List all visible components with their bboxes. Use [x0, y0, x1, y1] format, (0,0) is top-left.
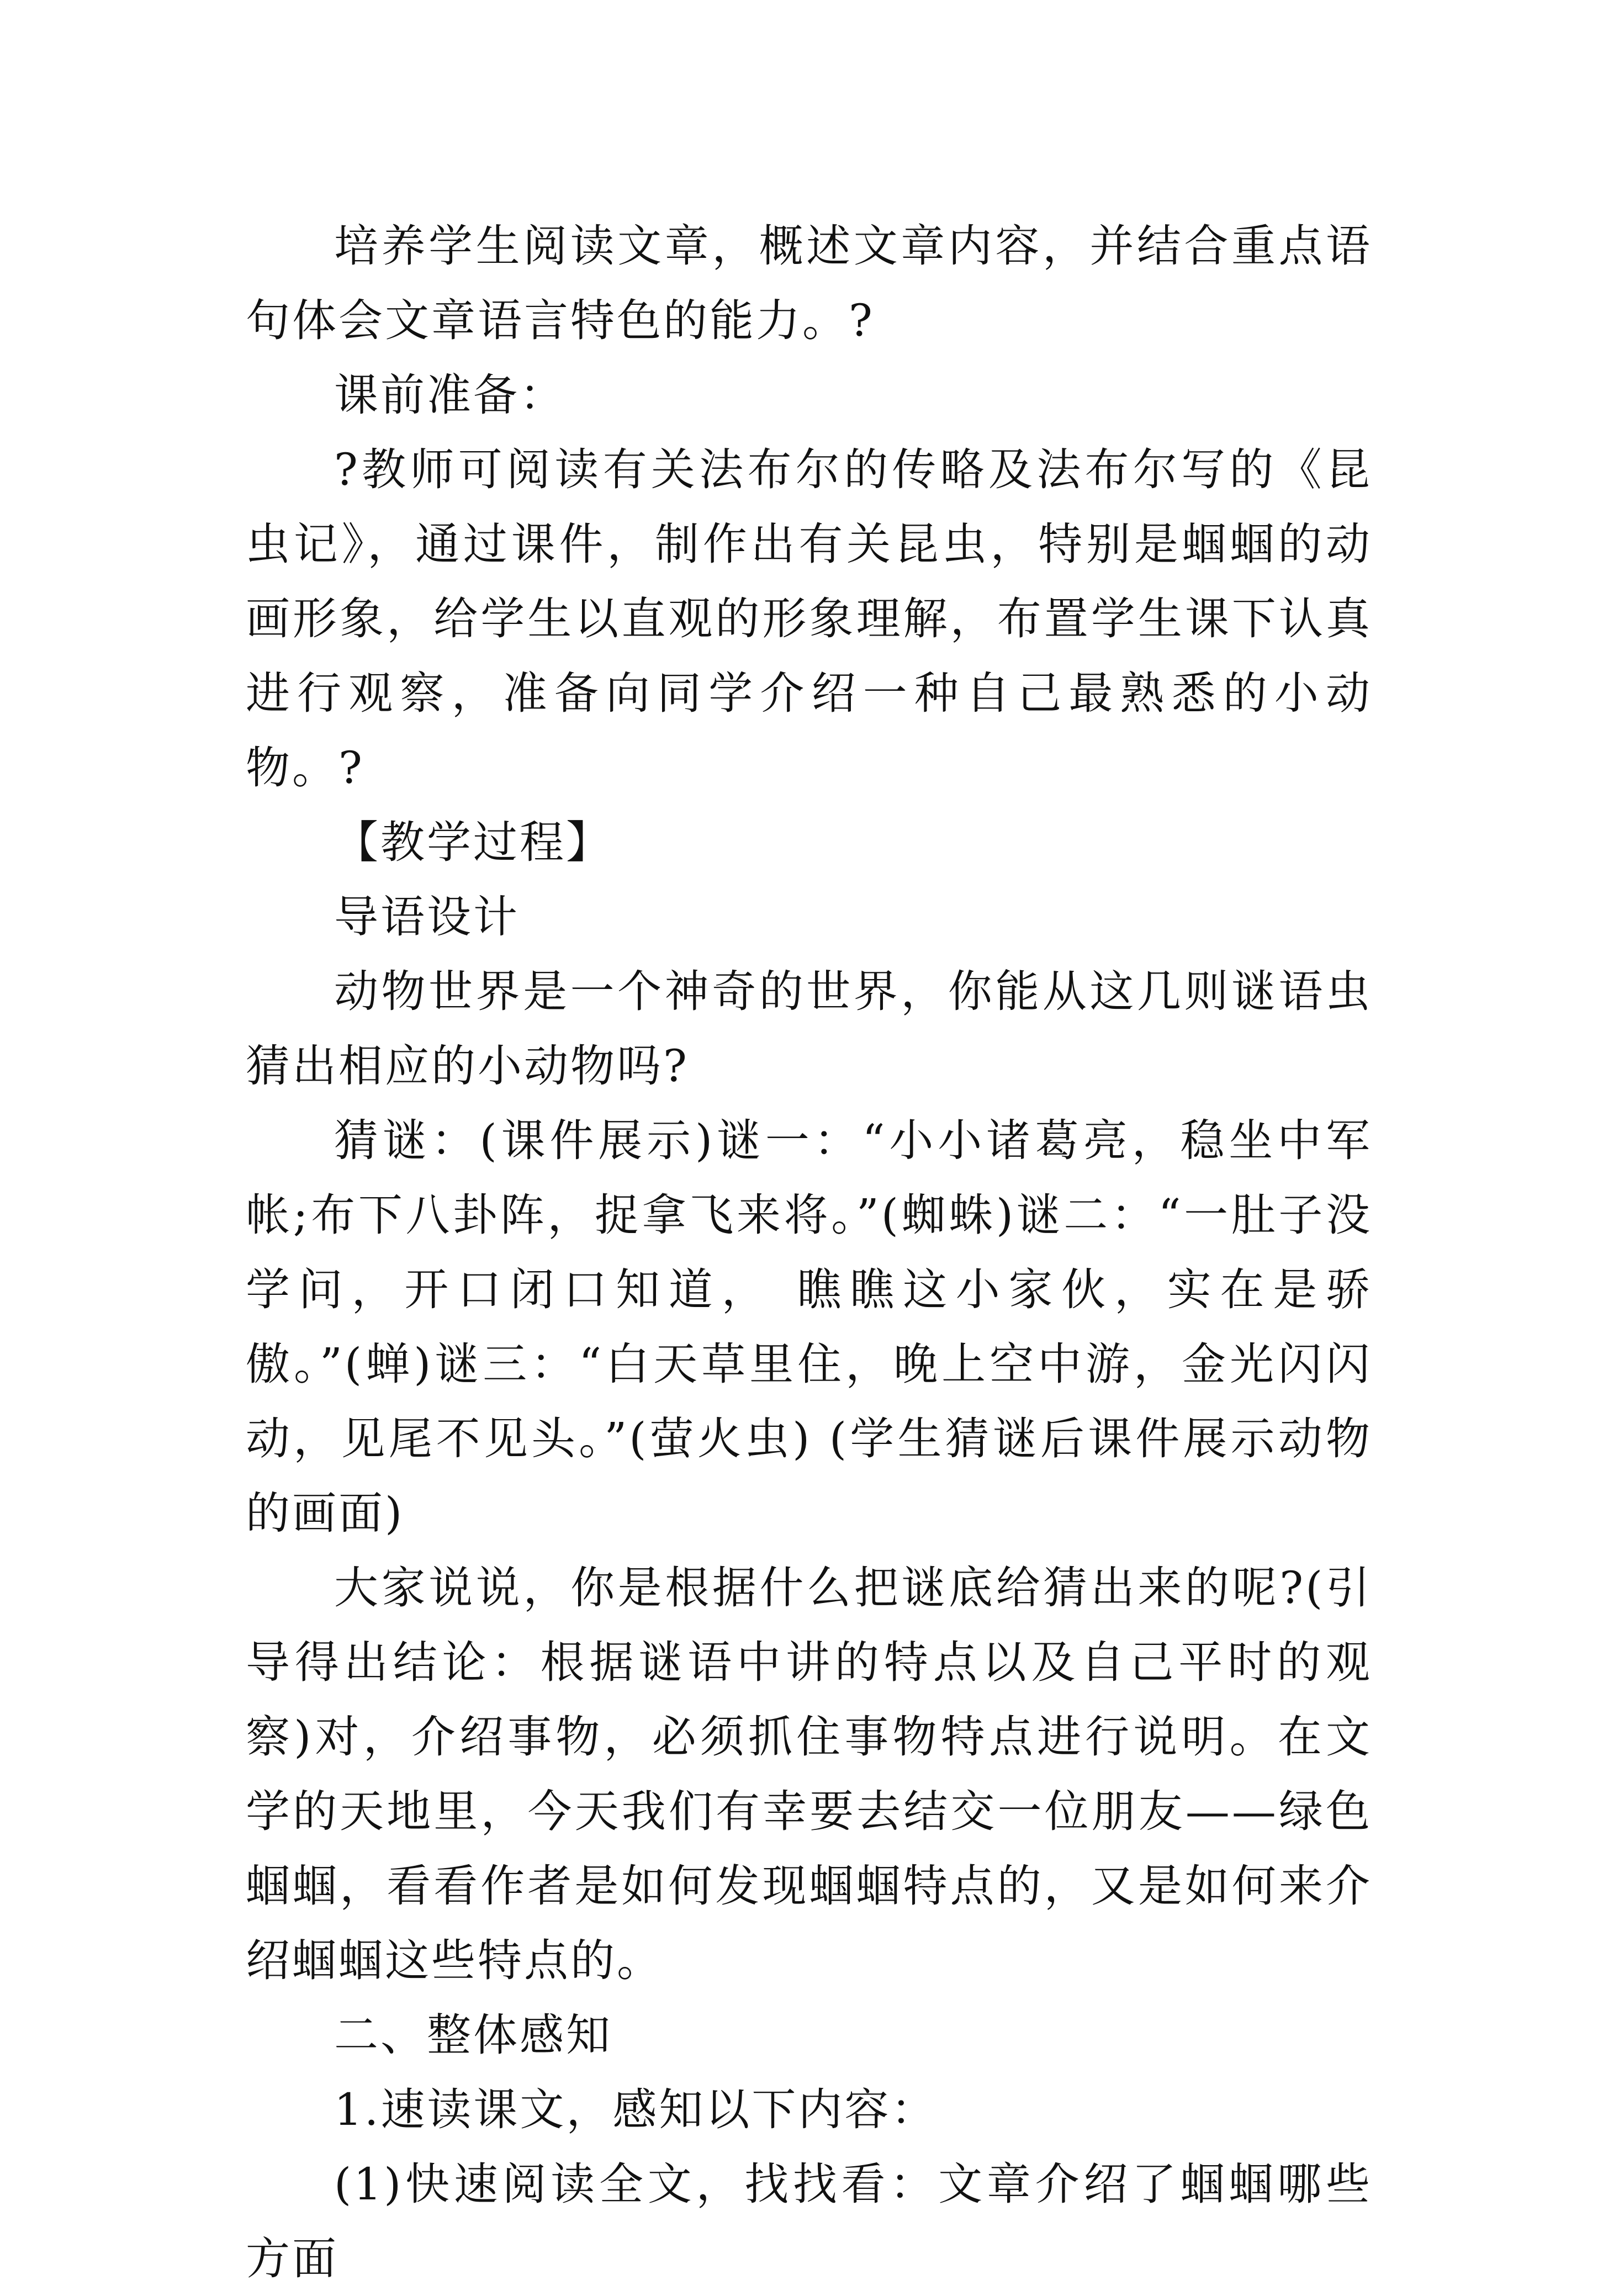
paragraph-preparation: ?教师可阅读有关法布尔的传略及法布尔写的《昆虫记》，通过课件，制作出有关昆虫，特别是蝈蝈的动画形象，给学生以直观的形象理解，布置学生课下认真进行观察，准备向同学介绍一种自己最熟悉的小动物。? [246, 444, 1372, 793]
paragraph-riddles: 猜谜：(课件展示)谜一：“小小诸葛亮，稳坐中军帐;布下八卦阵，捉拿飞来将。”(蜘蛛)谜二：“一肚子没学问，开口闭口知道， 瞧瞧这小家伙，实在是骄傲。”(蝉)谜三：“白天草里住，晚上空中游，金光闪闪动，见尾不见头。”(萤火虫) (学生猜谜后课件展示动物的画面) [246, 1115, 1372, 1539]
paragraph-section-two-heading: 二、整体感知 [334, 2009, 612, 2061]
paragraph-intro: 动物世界是一个神奇的世界，你能从这几则谜语虫猜出相应的小动物吗? [246, 966, 1372, 1092]
paragraph-goal: 培养学生阅读文章，概述文章内容，并结合重点语句体会文章语言特色的能力。? [246, 220, 1372, 346]
paragraph-task-one-sub: (1)快速阅读全文，找找看：文章介绍了蝈蝈哪些方面 [246, 2159, 1372, 2284]
paragraph-process-heading: 【教学过程】 [334, 817, 612, 868]
paragraph-preparation-heading: 课前准备： [334, 369, 566, 421]
paragraph-discussion: 大家说说，你是根据什么把谜底给猜出来的呢?(引导得出结论：根据谜语中讲的特点以及自己平时的观察)对，介绍事物，必须抓住事物特点进行说明。在文学的天地里，今天我们有幸要去结交一位朋友——绿色蝈蝈，看看作者是如何发现蝈蝈特点的，又是如何来介绍蝈蝈这些特点的。 [246, 1562, 1372, 1986]
body-text [246, 209, 1372, 2296]
paragraph-intro-heading: 导语设计 [334, 891, 520, 943]
paragraph-task-one: 1.速读课文，感知以下内容： [334, 2084, 938, 2135]
